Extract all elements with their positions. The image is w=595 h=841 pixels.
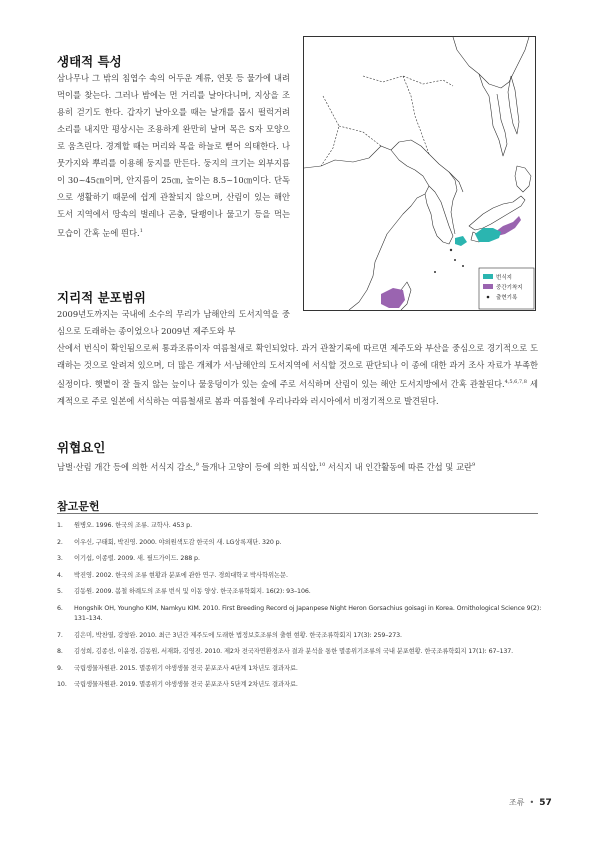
ecology-text: 삼나무나 그 밖의 침엽수 속의 어두운 계류, 연못 등 물가에 내려 먹이를 찾는다. 그러나 밤에는 먼 거리를 날아다니며, 지상을 조용히 걷기도 한다. 갑자기 날아오를 때는 날개를 몹시 펄럭거려 소리를 내지만 평상시는 조용하게 완만히 날며 목은 S자 모양으로 움츠린다. 경계할 때는 머리와 목을 하늘로 뻗어 의태한다. 나뭇가지와 뿌리를 이용해 둥지를 만든다. 둥지의 크기는 외부지름이 30~45㎝이며, 안지름이 25㎝, 높이는 8.5~10㎝이다. 단독으로 생활하기 때문에 쉽게 관찰되지 않으며, 산림이 있는 해안 도서 지역에서 땅속의 벌레나 곤충, 달팽이나 물고기 등을 먹는 모습이 간혹 눈에 띈다. xyxy=(57,73,290,238)
ecology-paragraph xyxy=(57,70,290,242)
legend-occurrence: 출현기록 xyxy=(496,295,518,301)
reference-item: 1. 원병오. 1996. 한국의 조류. 교학사. 453 p. xyxy=(57,522,192,529)
footnote-ref: 4,5,6,7,8 xyxy=(504,379,527,385)
reference-item: 5. 김동원. 2009. 봄철 하례도의 조류 번식 및 이동 양상. 한국조류학회지. 16(2): 93–106. xyxy=(57,588,311,596)
footnote-ref: 10 xyxy=(318,462,326,468)
footnote-ref: 9 xyxy=(195,462,199,468)
references-heading: 참고문헌 xyxy=(57,500,100,513)
page-footer xyxy=(509,797,552,808)
section-heading-threats: 위협요인 xyxy=(57,440,106,455)
reference-item: 8. 김성희, 김종선, 이윤경, 김동원, 서재화, 김영진. 2010. 제2차 전국자연환경조사 결과 분석을 통한 멸종위기조류의 국내 분포현황. 한국조류학회지 17(1): 67–137. xyxy=(57,648,514,656)
reference-item: 2. 이우신, 구태회, 박진영. 2000. 야외원색도감 한국의 새. LG상록재단. 320 p. xyxy=(57,538,282,546)
footer-section: 조류 xyxy=(509,798,525,807)
references-divider xyxy=(57,513,538,514)
section-heading-ecology: 생태적 특성 xyxy=(57,54,122,69)
distribution-map xyxy=(303,36,536,311)
legend-stopover: 중간기착지 xyxy=(496,285,523,291)
map-legend xyxy=(479,268,534,309)
threat-1: 남벌·산림 개간 등에 의한 서식지 감소, xyxy=(57,461,196,472)
reference-item: 10. 국립생물자원관. 2019. 멸종위기 야생생물 전국 분포조사 5단계 2차년도 결과자료. xyxy=(57,681,298,689)
threats-paragraph xyxy=(57,457,538,476)
threat-3: 서식지 내 인간활동에 따른 간섭 및 교란 xyxy=(325,461,472,472)
reference-item: 3. 이기섭, 이종렬. 2009. 새. 필드가이드. 288 p. xyxy=(57,555,200,563)
footer-separator: • xyxy=(529,798,535,807)
legend-breeding: 번식지 xyxy=(496,275,512,281)
reference-item: 9. 국립생물자원관. 2015. 멸종위기 야생생물 전국 분포조사 4단계 1차년도 결과자료. xyxy=(57,664,298,672)
threat-2: 들개나 고양이 등에 의한 피식압, xyxy=(198,461,319,472)
distribution-text-tail: 세계적으로 주로 일본에 서식하는 여름철새로 봄과 여름철에 우리나라와 러시아에서 비정기적으로 발견된다. xyxy=(57,378,539,406)
footnote-ref: 1 xyxy=(139,228,143,234)
footnote-ref: 9 xyxy=(471,462,476,468)
page-number: 57 xyxy=(539,798,552,808)
distribution-paragraph xyxy=(57,340,538,410)
section-heading-distribution: 지리적 분포범위 xyxy=(57,290,146,305)
distribution-text: 산에서 번식이 확인됨으로써 통과조류이자 여름철새로 확인되었다. 과거 관찰기록에 따르면 제주도와 부산을 중심으로 경기적으로 도래하는 것으로 알려져 있으며, 더 많은 개체가 서·남해안의 도서지역에 서식할 것으로 판단되나 이 종에 대한 과거 조사 자료가 부족한 실정이다. 햇볕이 잘 들지 않는 늪이나 물웅덩이가 있는 숲에 주로 서식하며 산림이 있는 해안 도서지방에서 간혹 관찰된다. xyxy=(57,343,538,389)
reference-item: 4. 박진영. 2002. 한국의 조류 현황과 분포에 관한 연구. 경희대학교 박사학위논문. xyxy=(57,571,288,579)
references-list xyxy=(57,521,543,697)
reference-item: 6. Hongshik OH, Youngho KIM, Namkyu KIM. 2010. First Breeding Record oj Japanpese Night Heron Gorsachius goisagi in Korea. Ornithological Science 9(2): 131–134. xyxy=(57,604,542,622)
reference-item: 7. 김은미, 박찬열, 강창완. 2010. 최근 3년간 제주도에 도래한 법정보호조류의 출현 현황. 한국조류학회지 17(3): 259–273. xyxy=(57,631,402,639)
distribution-paragraph-narrow: 2009년도까지는 국내에 소수의 무리가 남해안의 도서지역을 중심으로 도래하는 종이었으나 2009년 제주도와 부 xyxy=(57,309,290,336)
